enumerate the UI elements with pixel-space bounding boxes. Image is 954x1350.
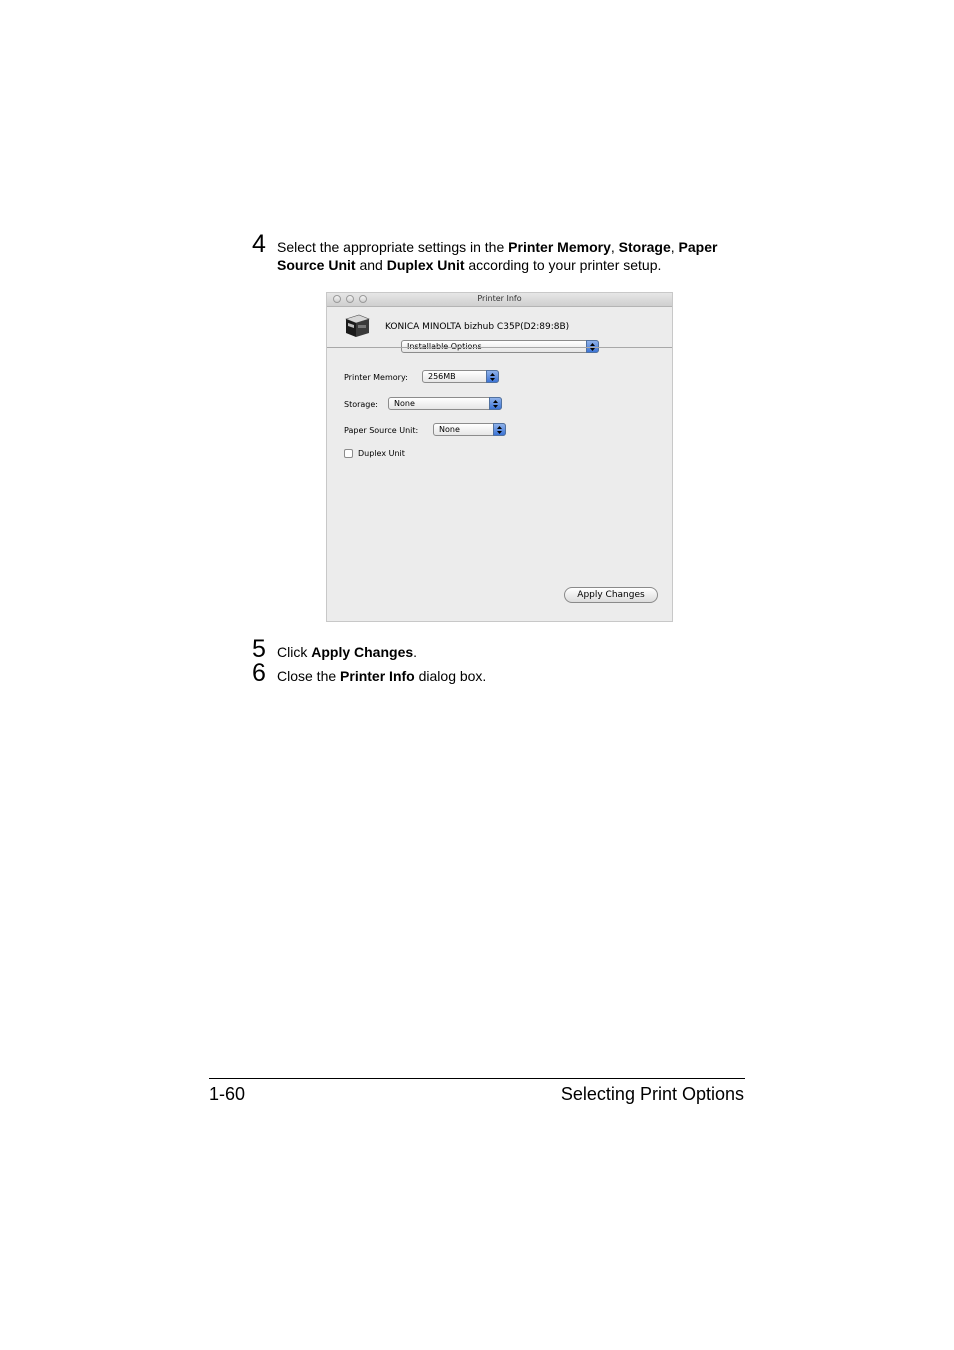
popup-arrows-icon: [486, 370, 499, 383]
step-4-term-paper-source: Paper Source Unit: [277, 239, 718, 273]
step-5-number: 5: [252, 635, 266, 663]
step-4-text-part: according to your printer setup.: [464, 257, 662, 273]
step-4-text: [277, 238, 747, 274]
step-5-text-part: .: [413, 644, 418, 660]
step-4-term-printer-memory: Printer Memory: [508, 239, 611, 255]
printer-memory-popup[interactable]: [422, 370, 499, 383]
duplex-unit-checkbox[interactable]: [344, 449, 353, 458]
storage-popup[interactable]: [388, 397, 502, 410]
popup-arrows-icon: [489, 397, 502, 410]
step-4-number: 4: [252, 230, 266, 258]
step-4-term-duplex-unit: Duplex Unit: [386, 257, 465, 273]
printer-memory-value: 256MB: [428, 372, 456, 381]
printer-name: KONICA MINOLTA bizhub C35P(D2:89:8B): [385, 322, 570, 332]
footer-rule: [209, 1078, 745, 1079]
dialog-title: Printer Info: [477, 294, 522, 303]
header-separator: [327, 347, 672, 348]
printer-icon: [343, 313, 371, 339]
step-6-text-part: dialog box.: [414, 668, 487, 684]
step-5-text: [277, 643, 747, 661]
step-4-text-part: and: [355, 257, 387, 273]
step-6-term-printer-info: Printer Info: [340, 668, 415, 684]
step-4-text-part: ,: [610, 239, 619, 255]
step-6-text-part: Close the: [277, 668, 341, 684]
apply-changes-button[interactable]: Apply Changes: [564, 587, 658, 603]
paper-source-popup[interactable]: [433, 423, 506, 436]
page-number: 1-60: [209, 1084, 246, 1104]
step-5-term-apply-changes: Apply Changes: [311, 644, 414, 660]
storage-label: Storage:: [344, 400, 378, 409]
section-title: Selecting Print Options: [560, 1084, 744, 1104]
step-6-number: 6: [252, 659, 266, 687]
step-5-text-part: Click: [277, 644, 312, 660]
paper-source-label: Paper Source Unit:: [344, 426, 419, 435]
dialog-titlebar: [327, 293, 672, 307]
step-6-text: [277, 667, 747, 685]
step-4-text-part: Select the appropriate settings in the: [277, 239, 509, 255]
printer-memory-label: Printer Memory:: [344, 373, 408, 382]
step-4-text-part: ,: [670, 239, 679, 255]
popup-arrows-icon: [493, 423, 506, 436]
printer-info-dialog: [326, 292, 673, 622]
storage-value: None: [394, 399, 415, 408]
duplex-unit-label: Duplex Unit: [358, 449, 405, 458]
step-4-term-storage: Storage: [618, 239, 671, 255]
paper-source-value: None: [439, 425, 460, 434]
